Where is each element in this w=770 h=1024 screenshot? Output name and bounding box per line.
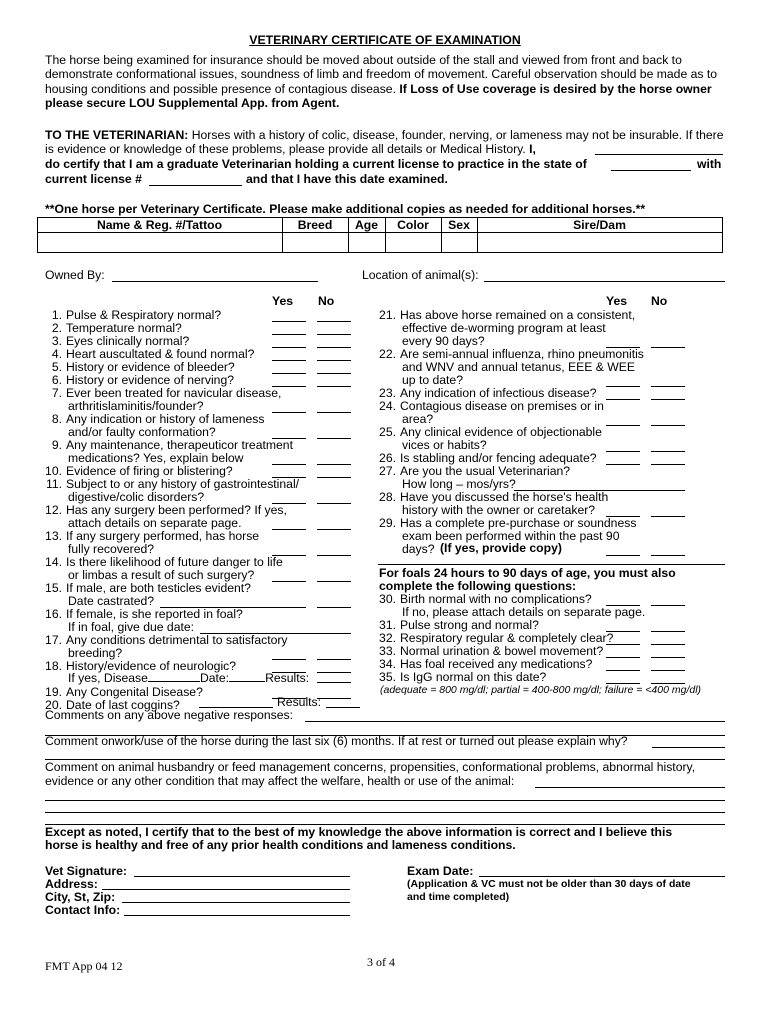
no-answer-field[interactable] bbox=[317, 334, 351, 335]
question-number: 25. bbox=[379, 425, 396, 439]
question-text: Date of last coggins? bbox=[66, 698, 180, 712]
exam-date-field[interactable] bbox=[479, 876, 725, 877]
no-answer-field[interactable] bbox=[317, 321, 351, 322]
question-number: 16. bbox=[45, 607, 62, 621]
no-answer-field[interactable] bbox=[317, 672, 351, 673]
yes-answer-field[interactable] bbox=[606, 399, 640, 400]
question-text: Is there likelihood of future danger to life bbox=[66, 555, 283, 569]
form-id: FMT App 04 12 bbox=[45, 959, 123, 973]
no-answer-field[interactable] bbox=[317, 503, 351, 504]
col-color: Color bbox=[397, 218, 429, 232]
question-text: medications? Yes, explain below bbox=[68, 451, 244, 465]
no-answer-field[interactable] bbox=[651, 605, 685, 606]
foal-question-text: Has foal received any medications? bbox=[400, 657, 593, 671]
exam-note-1: (Application & VC must not be older than 30 days of date bbox=[407, 878, 691, 890]
igg-note: (adequate = 800 mg/dl; partial = 400-800 mg/dl; failure = <400 mg/dl) bbox=[380, 684, 702, 696]
page-title: VETERINARY CERTIFICATE OF EXAMINATION bbox=[249, 33, 521, 47]
question-text: days? bbox=[402, 542, 435, 556]
q20-results-label: Results: bbox=[277, 695, 322, 709]
yes-answer-field[interactable] bbox=[272, 581, 306, 582]
no-header-left: No bbox=[318, 294, 335, 308]
question-number: 1. bbox=[51, 308, 62, 322]
col-age: Age bbox=[354, 218, 379, 232]
foal-question-number: 34. bbox=[379, 657, 396, 671]
yes-answer-field[interactable] bbox=[272, 607, 306, 608]
question-text: Evidence of firing or blistering? bbox=[66, 464, 233, 478]
contact-field[interactable] bbox=[124, 915, 350, 916]
question-text: Temperature normal? bbox=[66, 321, 182, 335]
question-number: 27. bbox=[379, 464, 396, 478]
exam-note-2: and time completed) bbox=[407, 891, 510, 903]
question-text: History/evidence of neurologic? bbox=[66, 659, 237, 673]
yes-header-right: Yes bbox=[606, 294, 628, 308]
intro-text: The horse being examined for insurance should be moved about outside of the stall and viewed from front and back to demonstrate conformational issues, soundness of limb and freedom of movement. Careful observation should be made as to housing conditions and possible presence of contagious disease. bbox=[45, 53, 718, 96]
vet-name-field[interactable] bbox=[595, 154, 723, 155]
input-name-reg[interactable] bbox=[38, 233, 282, 251]
question-number: 26. bbox=[379, 451, 396, 465]
no-answer-field[interactable] bbox=[651, 386, 685, 387]
question-text: up to date? bbox=[402, 373, 463, 387]
vet-signature-label: Vet Signature: bbox=[45, 864, 127, 878]
q18-disease-label: If yes, Disease bbox=[68, 671, 148, 685]
question-number: 6. bbox=[51, 373, 62, 387]
foals-heading-2: complete the following questions: bbox=[379, 579, 577, 593]
no-answer-field[interactable] bbox=[317, 698, 351, 699]
question-text: Has above horse remained on a consistent, bbox=[400, 308, 636, 322]
yes-answer-field[interactable] bbox=[606, 644, 640, 645]
question-number: 4. bbox=[51, 347, 62, 361]
question-text: vices or habits? bbox=[402, 438, 487, 452]
question-number: 23. bbox=[379, 386, 396, 400]
question-number: 3. bbox=[51, 334, 62, 348]
question-text: Have you discussed the horse's health bbox=[400, 490, 609, 504]
question-number: 22. bbox=[379, 347, 396, 361]
no-answer-field[interactable] bbox=[651, 516, 685, 517]
foal-question-text: Pulse strong and normal? bbox=[400, 618, 539, 632]
no-answer-field[interactable] bbox=[651, 670, 685, 671]
no-answer-field[interactable] bbox=[317, 373, 351, 374]
question-text: every 90 days? bbox=[402, 334, 485, 348]
no-answer-field[interactable] bbox=[651, 464, 685, 465]
intro-lou-note: If Loss of Use coverage is desired by the horse owner please secure LOU Supplemental App. from Agent. bbox=[45, 81, 712, 111]
foals-divider bbox=[378, 564, 725, 565]
address-label: Address: bbox=[45, 877, 98, 891]
col-sex: Sex bbox=[448, 218, 470, 232]
question-number: 2. bbox=[51, 321, 62, 335]
foal-question-text: Normal urination & bowel movement? bbox=[400, 644, 604, 658]
no-answer-field[interactable] bbox=[317, 477, 351, 478]
location-label: Location of animal(s): bbox=[362, 268, 479, 282]
license-number-field[interactable] bbox=[149, 185, 242, 186]
yes-answer-field[interactable] bbox=[272, 321, 306, 322]
yes-answer-field[interactable] bbox=[272, 334, 306, 335]
no-answer-field[interactable] bbox=[651, 399, 685, 400]
no-answer-field[interactable] bbox=[651, 555, 685, 556]
owned-by-field[interactable] bbox=[112, 281, 318, 282]
col-name-reg: Name & Reg. #/Tattoo bbox=[96, 218, 223, 232]
question-text: Are semi-annual influenza, rhino pneumonitis bbox=[400, 347, 644, 361]
location-field[interactable] bbox=[484, 281, 725, 282]
comment-husbandry-line-2[interactable] bbox=[45, 800, 725, 801]
question-number: 24. bbox=[379, 399, 396, 413]
question-text: Has any surgery been performed? If yes, bbox=[66, 503, 287, 517]
contact-label: Contact Info: bbox=[45, 903, 121, 917]
question-number: 21. bbox=[379, 308, 396, 322]
question-text: Contagious disease on premises or in bbox=[400, 399, 604, 413]
question-text: exam been performed within the past 90 bbox=[402, 529, 620, 543]
no-answer-field[interactable] bbox=[317, 438, 351, 439]
input-color[interactable] bbox=[386, 233, 441, 251]
license-label: current license # bbox=[45, 172, 142, 186]
no-answer-field[interactable] bbox=[317, 347, 351, 348]
foal-question-text: Respiratory regular & completely clear? bbox=[400, 631, 614, 645]
city-field[interactable] bbox=[122, 902, 350, 903]
question-text: Ever been treated for navicular disease, bbox=[66, 386, 282, 400]
foal-question-number: 35. bbox=[379, 670, 396, 684]
question-number: 12. bbox=[45, 503, 62, 517]
question-text: Any indication or history of lameness bbox=[66, 412, 265, 426]
question-text: Any conditions detrimental to satisfactory bbox=[66, 633, 288, 647]
yes-answer-field[interactable] bbox=[272, 659, 306, 660]
certify-text: do certify that I am a graduate Veterinarian holding a current license to practice in the state of bbox=[45, 157, 587, 171]
yes-header-left: Yes bbox=[272, 294, 294, 308]
no-answer-field[interactable] bbox=[651, 425, 685, 426]
question-number: 10. bbox=[45, 464, 62, 478]
owned-by-label: Owned By: bbox=[45, 268, 105, 282]
yes-answer-field[interactable] bbox=[606, 555, 640, 556]
yes-answer-field[interactable] bbox=[606, 386, 640, 387]
comment-husbandry-label-1: Comment on animal husbandry or feed management concerns, propensities, conformational problems, abnormal history, bbox=[45, 760, 696, 774]
question-text: Eyes clinically normal? bbox=[66, 334, 190, 348]
question-number: 28. bbox=[379, 490, 396, 504]
examined-text: and that I have this date examined. bbox=[246, 172, 448, 186]
foals-heading-1: For foals 24 hours to 90 days of age, you must also bbox=[379, 566, 676, 580]
yes-answer-field[interactable] bbox=[272, 360, 306, 361]
question-text: If any surgery performed, has horse bbox=[66, 529, 260, 543]
question-text: and/or faulty conformation? bbox=[68, 425, 216, 439]
comment-husbandry-line-3[interactable] bbox=[45, 812, 725, 813]
q29-bold-note: (If yes, provide copy) bbox=[440, 541, 562, 555]
foal-question-text: Birth normal with no complications? bbox=[400, 592, 592, 606]
question-text: If male, are both testicles evident? bbox=[66, 581, 251, 595]
q18-date-label: Date: bbox=[199, 671, 230, 685]
input-sex[interactable] bbox=[442, 233, 477, 251]
question-number: 13. bbox=[45, 529, 62, 543]
yes-answer-field[interactable] bbox=[606, 425, 640, 426]
question-text: Pulse & Respiratory normal? bbox=[66, 308, 222, 322]
no-answer-field[interactable] bbox=[317, 412, 351, 413]
question-number: 20. bbox=[45, 698, 62, 712]
comment-husbandry-label-2: evidence or any other condition that may affect the welfare, health or use of the animal: bbox=[45, 774, 515, 788]
question-text: breeding? bbox=[68, 646, 123, 660]
city-label: City, St, Zip: bbox=[45, 890, 116, 904]
table-note: **One horse per Veterinary Certificate. Please make additional copies as needed for additional horses.** bbox=[45, 202, 646, 216]
foal-question-number: 33. bbox=[379, 644, 396, 658]
question-text: History or evidence of bleeder? bbox=[66, 360, 235, 374]
question-text: area? bbox=[402, 412, 434, 426]
question-number: 19. bbox=[45, 685, 62, 699]
license-state-field[interactable] bbox=[611, 170, 691, 171]
col-sire-dam: Sire/Dam bbox=[573, 218, 626, 232]
q18-disease-field[interactable] bbox=[148, 670, 200, 682]
question-text: Has a complete pre-purchase or soundness bbox=[400, 516, 637, 530]
q18-results-field[interactable] bbox=[317, 682, 351, 683]
no-answer-field[interactable] bbox=[317, 581, 351, 582]
certify-line-2: horse is healthy and free of any prior health conditions and lameness conditions. bbox=[45, 838, 516, 852]
question-text: Any indication of infectious disease? bbox=[400, 386, 597, 400]
comment-onwork-field[interactable] bbox=[652, 747, 725, 748]
question-text: If in foal, give due date: bbox=[68, 620, 195, 634]
q20-results-field[interactable] bbox=[326, 707, 360, 708]
input-sire-dam[interactable] bbox=[478, 233, 721, 251]
question-text: history with the owner or caretaker? bbox=[402, 503, 596, 517]
question-number: 15. bbox=[45, 581, 62, 595]
q18-results-label: Results: bbox=[265, 671, 310, 685]
question-number: 11. bbox=[45, 477, 62, 491]
vet-statement-label: TO THE VETERINARIAN: bbox=[45, 128, 189, 142]
no-answer-field[interactable] bbox=[317, 360, 351, 361]
foal-question-number: 31. bbox=[379, 618, 396, 632]
no-answer-field[interactable] bbox=[317, 464, 351, 465]
vet-statement bbox=[45, 128, 735, 157]
no-answer-field[interactable] bbox=[317, 607, 351, 608]
question-text: fully recovered? bbox=[68, 542, 155, 556]
question-number: 7. bbox=[51, 386, 62, 400]
yes-answer-field[interactable] bbox=[272, 412, 306, 413]
q18-date-field[interactable] bbox=[229, 670, 265, 682]
comment-husbandry-field[interactable] bbox=[535, 787, 725, 788]
no-answer-field[interactable] bbox=[651, 657, 685, 658]
foal-question-text: Is IgG normal on this date? bbox=[400, 670, 547, 684]
question-number: 17. bbox=[45, 633, 62, 647]
question-number: 5. bbox=[51, 360, 62, 374]
question-text: Heart auscultated & found normal? bbox=[66, 347, 255, 361]
certify-license-line bbox=[45, 158, 587, 171]
no-answer-field[interactable] bbox=[317, 386, 351, 387]
address-field[interactable] bbox=[102, 889, 350, 890]
no-header-right: No bbox=[651, 294, 668, 308]
exam-date-label: Exam Date: bbox=[407, 864, 474, 878]
question-text: Date castrated? bbox=[68, 594, 155, 608]
question-text: or limbas a result of such surgery? bbox=[68, 568, 255, 582]
yes-answer-field[interactable] bbox=[272, 529, 306, 530]
vet-statement-text: Horses with a history of colic, disease, founder, nerving, or lameness may not be insurable. If there is evidence or knowledge of these problems, please provide all details or Medical History. bbox=[45, 128, 724, 157]
certify-line-1: Except as noted, I certify that to the best of my knowledge the above information is correct and I believe this bbox=[45, 825, 673, 839]
input-breed[interactable] bbox=[283, 233, 348, 251]
col-breed: Breed bbox=[297, 218, 333, 232]
input-age[interactable] bbox=[349, 233, 385, 251]
question-text: arthritislaminitis/founder? bbox=[68, 399, 204, 413]
no-answer-field[interactable] bbox=[651, 644, 685, 645]
question-text: and WNV and annual tetanus, EEE & WEE bbox=[402, 360, 636, 374]
question-number: 29. bbox=[379, 516, 396, 530]
question-text: attach details on separate page. bbox=[68, 516, 242, 530]
question-text: Is stabling and/or fencing adequate? bbox=[400, 451, 597, 465]
question-text: digestive/colic disorders? bbox=[68, 490, 205, 504]
no-answer-field[interactable] bbox=[651, 631, 685, 632]
no-answer-field[interactable] bbox=[317, 529, 351, 530]
with-text: with bbox=[697, 157, 722, 171]
yes-answer-field[interactable] bbox=[606, 605, 640, 606]
question-text: Subject to or any history of gastrointestinal/ bbox=[66, 477, 300, 491]
page-number: 3 of 4 bbox=[367, 955, 395, 969]
question-text: Any maintenance, therapeuticor treatment bbox=[66, 438, 293, 452]
yes-answer-field[interactable] bbox=[606, 670, 640, 671]
yes-answer-field[interactable] bbox=[272, 464, 306, 465]
question-number: 9. bbox=[51, 438, 62, 452]
yes-answer-field[interactable] bbox=[272, 347, 306, 348]
foal-question-number: 32. bbox=[379, 631, 396, 645]
question-text: Are you the usual Veterinarian? bbox=[400, 464, 571, 478]
question-number: 14. bbox=[45, 555, 62, 569]
question-text: effective de-worming program at least bbox=[402, 321, 606, 335]
no-answer-field[interactable] bbox=[651, 347, 685, 348]
q18-if-yes-line bbox=[68, 670, 309, 685]
intro-paragraph bbox=[45, 53, 735, 111]
no-answer-field[interactable] bbox=[317, 659, 351, 660]
foal-question-number: 30. bbox=[379, 592, 396, 606]
yes-answer-field[interactable] bbox=[606, 451, 640, 452]
vet-signature-field[interactable] bbox=[134, 876, 350, 877]
yes-answer-field[interactable] bbox=[606, 464, 640, 465]
question-number: 18. bbox=[45, 659, 62, 673]
yes-answer-field[interactable] bbox=[272, 373, 306, 374]
vet-statement-i: I, bbox=[529, 142, 536, 157]
question-text: How long – mos/yrs? bbox=[402, 477, 516, 491]
comments-negative-field[interactable] bbox=[305, 721, 725, 722]
question-number: 8. bbox=[51, 412, 62, 426]
question-text: If female, is she reported in foal? bbox=[66, 607, 243, 621]
foal-question-text: If no, please attach details on separate page. bbox=[402, 605, 646, 619]
no-answer-field[interactable] bbox=[651, 451, 685, 452]
question-text: Any Congenital Disease? bbox=[66, 685, 203, 699]
yes-answer-field[interactable] bbox=[606, 657, 640, 658]
question-text: Any clinical evidence of objectionable bbox=[400, 425, 602, 439]
no-answer-field[interactable] bbox=[317, 555, 351, 556]
question-text: History or evidence of nerving? bbox=[66, 373, 235, 387]
comment-onwork-label: Comment onwork/use of the horse during the last six (6) months. If at rest or turned out please explain why? bbox=[45, 734, 628, 748]
comments-negative-label: Comments on any above negative responses: bbox=[45, 708, 293, 722]
